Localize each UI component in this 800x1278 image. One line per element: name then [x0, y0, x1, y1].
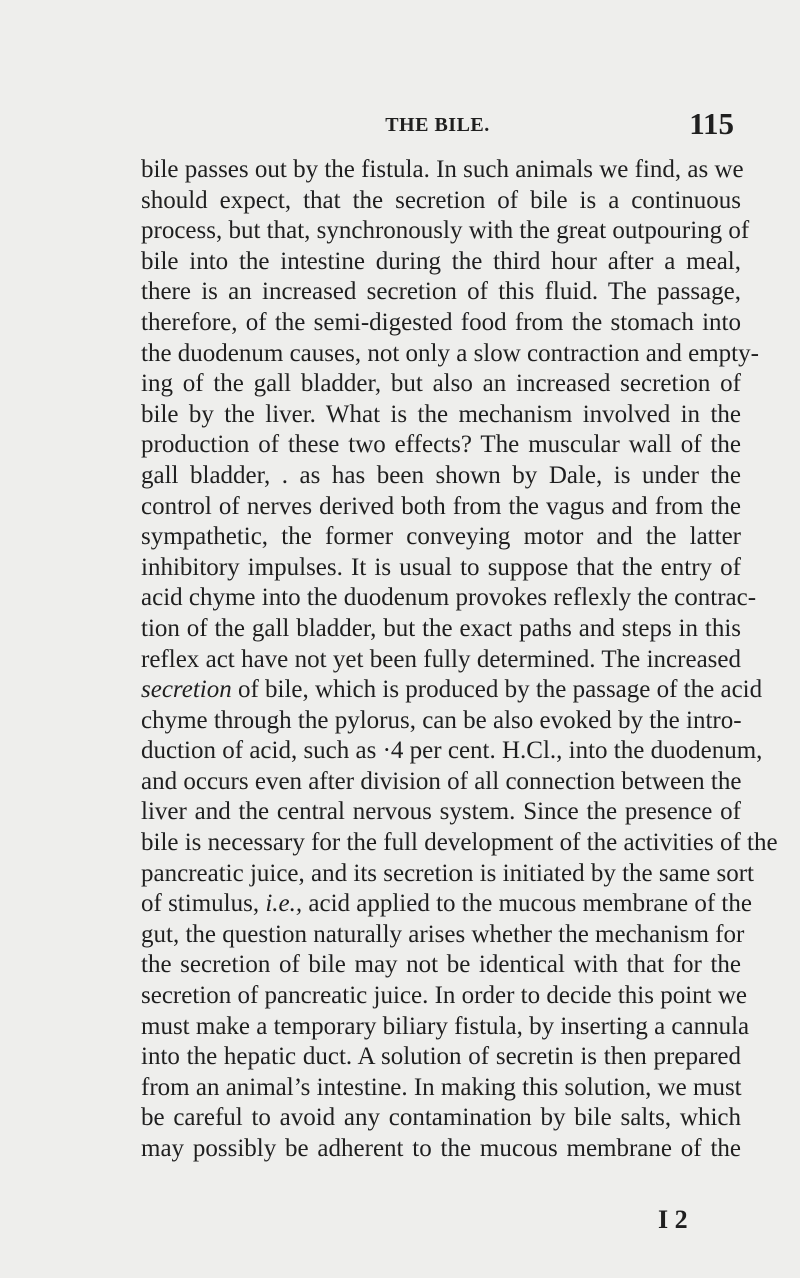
text-line: liver and the central nervous system. Since the presence of [141, 798, 741, 826]
text-line: sympathetic, the former conveying motor and the latter [141, 523, 741, 551]
italic-abbrev-ie: i.e., [265, 890, 303, 918]
text-line: therefore, of the semi-digested food from the stomach into [141, 308, 741, 336]
text-line: tion of the gall bladder, but the exact paths and steps in this [141, 614, 741, 642]
text-line [141, 889, 752, 920]
text-line: bile into the intestine during the third hour after a meal, [141, 247, 741, 275]
text-line: secretion of pancreatic juice. In order to decide this point we [141, 982, 748, 1010]
text-line: chyme through the pylorus, can be also evoked by the intro- [141, 706, 742, 734]
text-line-rest: of bile, which is produced by the passage of the acid [237, 676, 763, 704]
text-line [141, 675, 763, 706]
text-line: acid chyme into the duodenum provokes reflexly the contrac- [141, 584, 757, 612]
text-line-rest: acid applied to the mucous membrane of the [308, 890, 752, 918]
text-line: and occurs even after division of all connection between the [141, 767, 742, 795]
text-line: should expect, that the secretion of bile is a continuous [141, 186, 741, 214]
text-line: from an animal’s intestine. In making this solution, we must [141, 1073, 742, 1101]
running-title: THE BILE. [385, 114, 490, 136]
text-line: process, but that, synchronously with the great outpouring of [141, 217, 750, 245]
text-line: inhibitory impulses. It is usual to suppose that the entry of [141, 553, 741, 581]
text-line: bile is necessary for the full development of the activities of the [141, 829, 778, 857]
text-line: ing of the gall bladder, but also an increased secretion of [141, 370, 741, 398]
text-line: reflex act have not yet been fully determined. The increased [141, 645, 741, 673]
text-line: gall bladder, . as has been shown by Dale, is under the [141, 461, 741, 489]
text-line: may possibly be adherent to the mucous membrane of the [141, 1135, 741, 1162]
text-line: into the hepatic duct. A solution of secretin is then prepared [141, 1043, 741, 1071]
body-text [141, 155, 778, 1165]
running-head [141, 108, 734, 148]
text-line: there is an increased secretion of this fluid. The passage, [141, 278, 741, 306]
italic-word-secretion: secretion [141, 676, 232, 704]
signature-mark: I 2 [658, 1205, 688, 1234]
text-line: be careful to avoid any contamination by bile salts, which [141, 1104, 741, 1132]
text-line: must make a temporary biliary fistula, by inserting a cannula [141, 1012, 750, 1040]
text-line: the duodenum causes, not only a slow contraction and empty- [141, 339, 759, 367]
text-line: the secretion of bile may not be identical with that for the [141, 951, 741, 979]
text-line: duction of acid, such as ·4 per cent. H.Cl., into the duodenum, [141, 737, 763, 765]
text-line: pancreatic juice, and its secretion is initiated by the same sort [141, 859, 754, 887]
text-line: bile passes out by the fistula. In such animals we find, as we [141, 156, 744, 183]
text-line: control of nerves derived both from the vagus and from the [141, 492, 741, 520]
page-number: 115 [689, 106, 734, 141]
text-line: production of these two effects? The muscular wall of the [141, 431, 741, 459]
text-line-start: of stimulus, [141, 890, 260, 918]
text-line: bile by the liver. What is the mechanism involved in the [141, 400, 741, 428]
text-line: gut, the question naturally arises whether the mechanism for [141, 920, 745, 948]
